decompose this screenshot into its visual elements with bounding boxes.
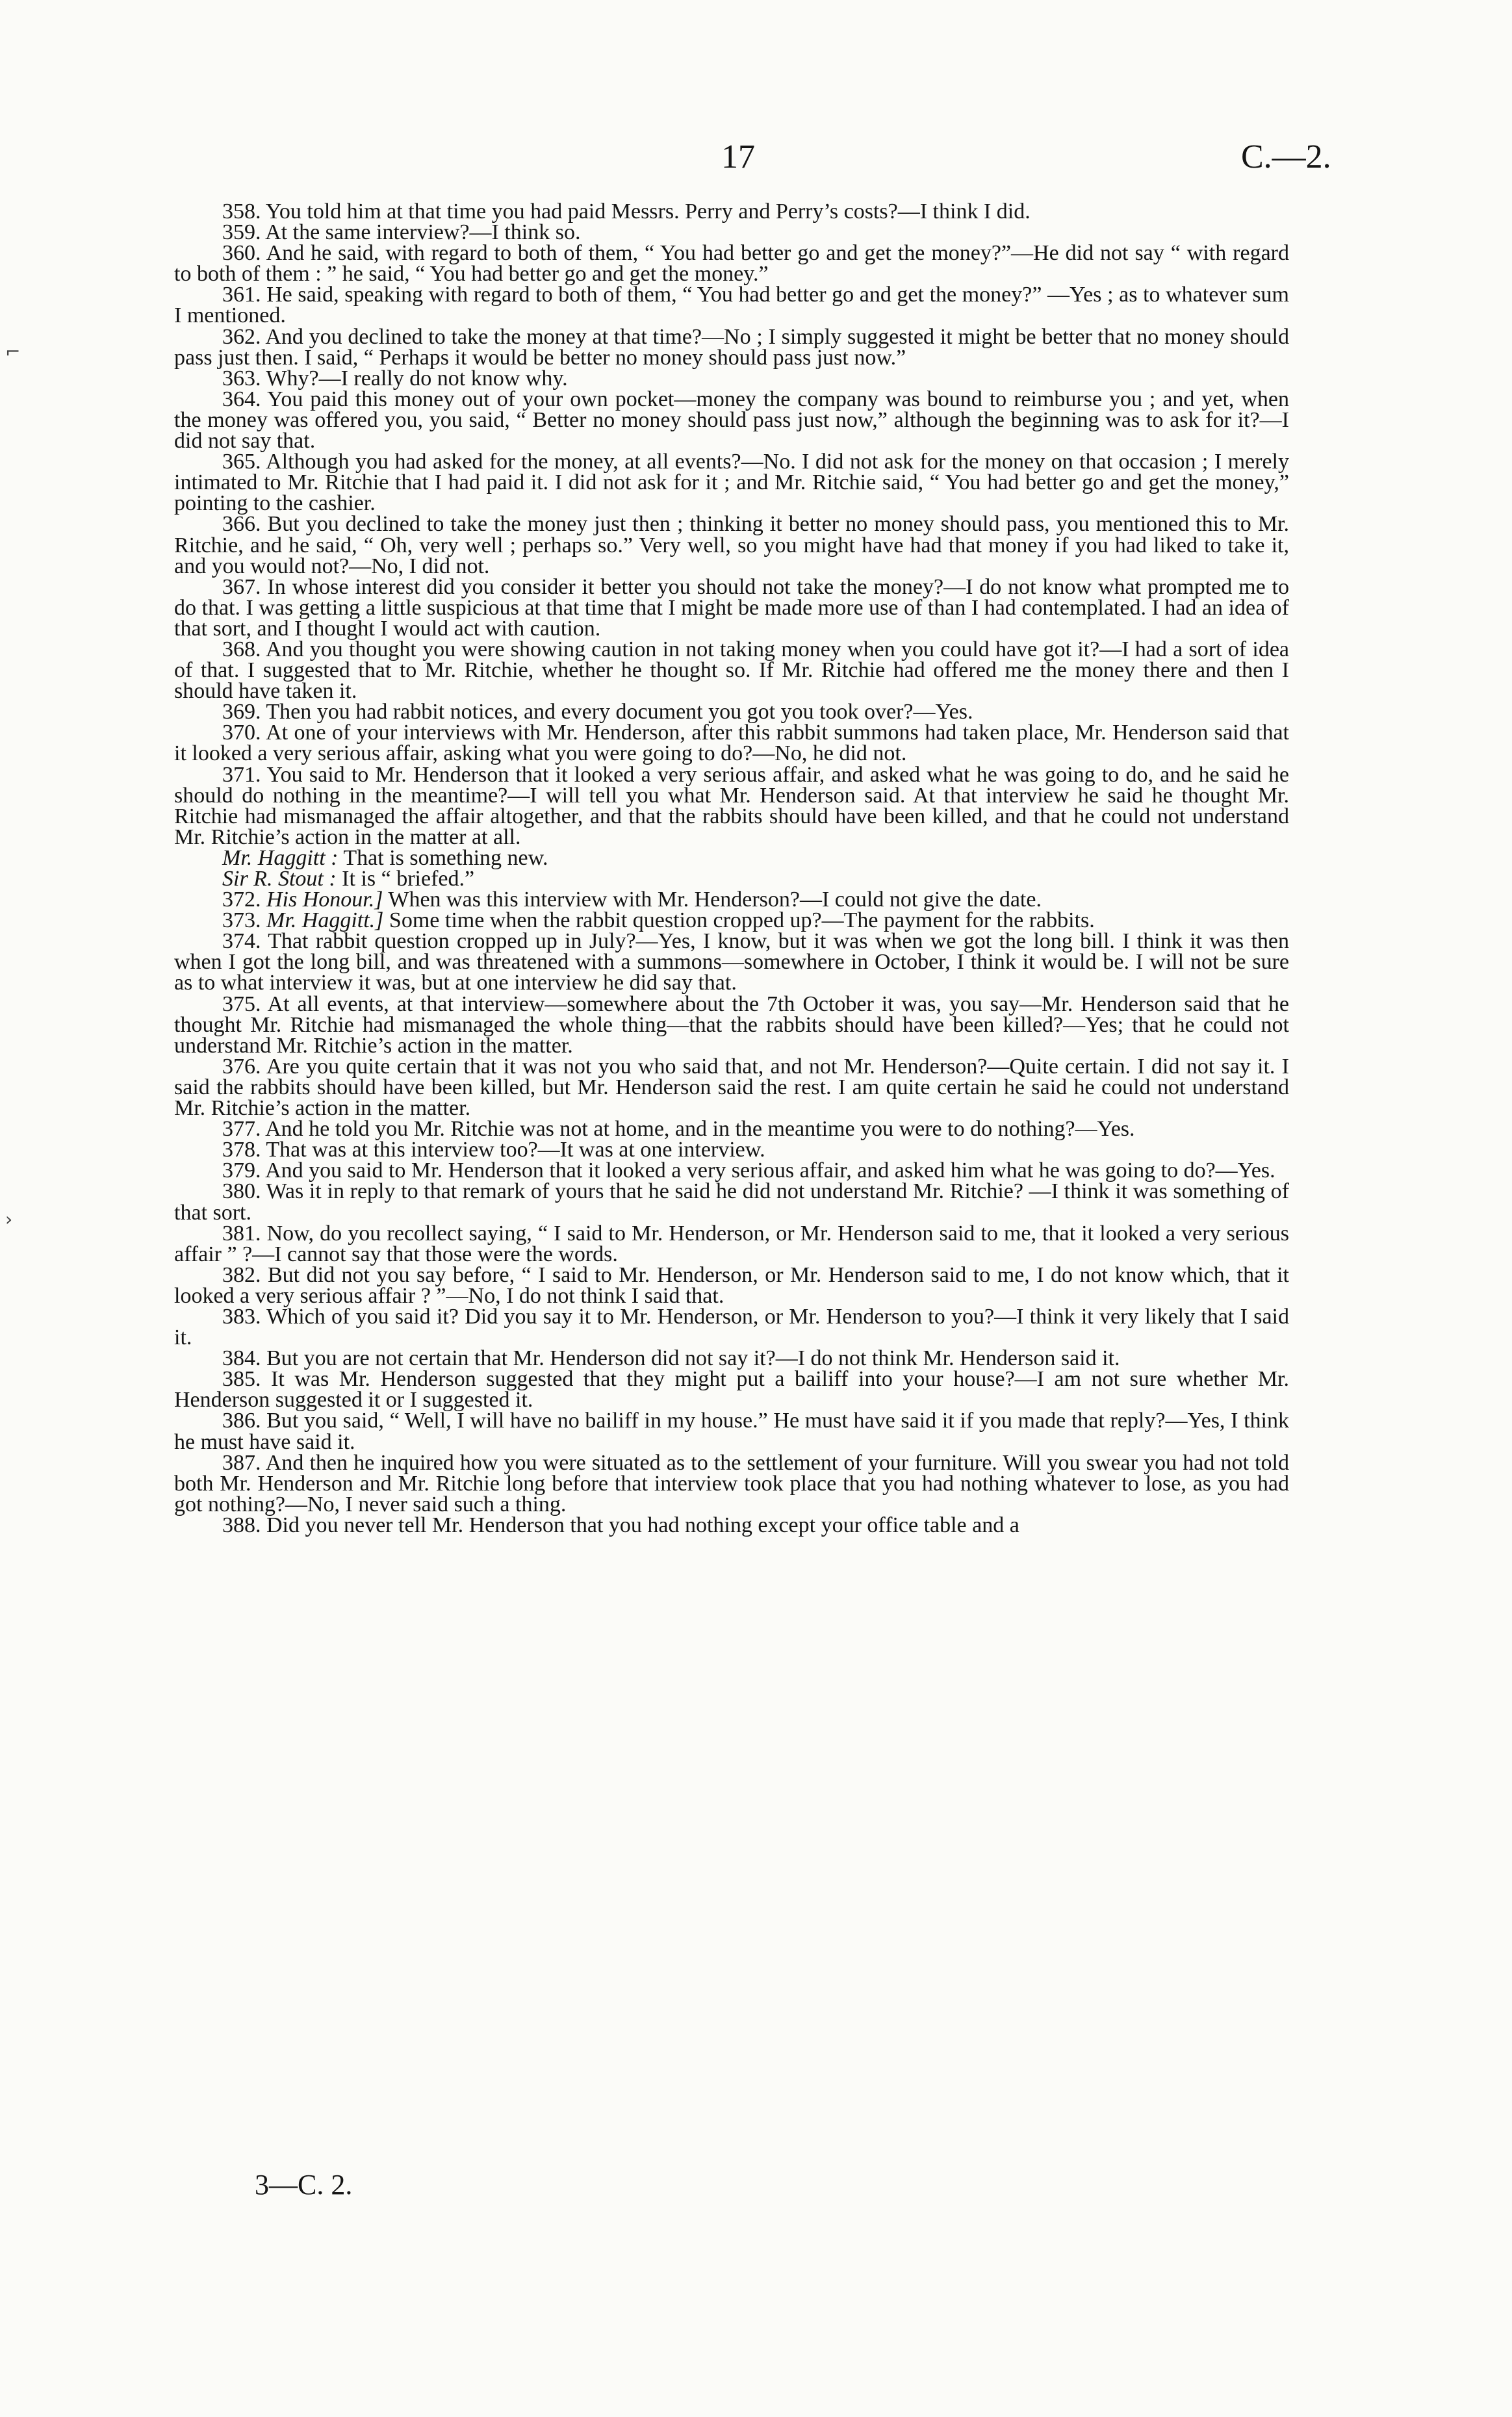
speaker-name: Mr. Haggitt.] bbox=[266, 908, 384, 933]
paragraph: 370. At one of your interviews with Mr. Henderson, after this rabbit summons had taken place, Mr. Henderson said that it looked a very serious affair, asking what you were going to do?—No, he did not. bbox=[174, 721, 1289, 766]
paragraph: 368. And you thought you were showing caution in not taking money when you could have got it?—I had a sort of idea of that. I suggested that to Mr. Ritchie, whether he thought so. If Mr. Ritchie had offered me the money there and then I should have taken it. bbox=[174, 637, 1289, 704]
paragraph: 375. At all events, at that interview—somewhere about the 7th October it was, you say—Mr. Henderson said that he thought Mr. Ritchie had mismanaged the whole thing—that the rabbits should have been killed?—Yes; that he could not understand Mr. Ritchie’s action in the matter. bbox=[174, 991, 1289, 1058]
paragraph bbox=[174, 910, 1289, 931]
dialogue-line bbox=[174, 845, 1289, 870]
margin-mark: ⌐ bbox=[5, 341, 21, 363]
speaker-name: Sir R. Stout : bbox=[222, 867, 337, 891]
paragraph-text: When was this interview with Mr. Henderson?—I could not give the date. bbox=[388, 888, 1042, 912]
paragraph: 366. But you declined to take the money just then ; thinking it better no money should pass, you mentioned this to Mr. Ritchie, and he said, “ Oh, very well ; perhaps so.” Very well, so you might have had that money if you had liked to take it, and you would not?—No, I did not. bbox=[174, 512, 1289, 578]
paragraph: 377. And he told you Mr. Ritchie was not at home, and in the meantime you were to do nothing?—Yes. bbox=[222, 1117, 1135, 1142]
paragraph: 364. You paid this money out of your own pocket—money the company was bound to reimburse you ; and yet, when the money was offered you, you said, “ Better no money should pass just now,” although the beginning was to ask for it?—I did not say that. bbox=[174, 387, 1289, 454]
paragraph: 387. And then he inquired how you were situated as to the settlement of your furniture. Will you swear you had not told both Mr. Henderson and Mr. Ritchie long before that interview took place that you had nothing whatever to lose, as you had got nothing?—No, I never said such a thing. bbox=[174, 1450, 1289, 1516]
paragraph: 382. But did not you say before, “ I said to Mr. Henderson, or Mr. Henderson said to me, I do not know which, that it looked a very serious affair ? ”—No, I do not think I said that. bbox=[174, 1262, 1289, 1308]
page-reference: C.—2. bbox=[1241, 138, 1331, 175]
paragraph: 379. And you said to Mr. Henderson that it looked a very serious affair, and asked him what he was going to do?—Yes. bbox=[222, 1158, 1275, 1183]
paragraph: 371. You said to Mr. Henderson that it looked a very serious affair, and asked what he was going to do, and he said he should do nothing in the meantime?—I will tell you what Mr. Henderson said. At that interview he said he thought Mr. Ritchie had mismanaged the affair altogether, and that the rabbits should have been killed, and that he could not understand Mr. Ritchie’s action in the matter at all. bbox=[174, 762, 1289, 849]
paragraph: 380. Was it in reply to that remark of yours that he said he did not understand Mr. Ritchie? —I think it was something of that sort. bbox=[174, 1179, 1289, 1225]
paragraph: 383. Which of you said it? Did you say it to Mr. Henderson, or Mr. Henderson to you?—I think it very likely that I said it. bbox=[174, 1304, 1289, 1350]
dialogue-text: That is something new. bbox=[343, 845, 548, 870]
paragraph: 362. And you declined to take the money at that time?—No ; I simply suggested it might be better that no money should pass just then. I said, “ Perhaps it would be better no money should pass just now.” bbox=[174, 324, 1289, 370]
paragraph: 367. In whose interest did you consider it better you should not take the money?—I do not know what prompted me to do that. I was getting a little suspicious at that time that I might be made more use of than I had contemplated. I had an idea of that sort, and I thought I would act with caution. bbox=[174, 574, 1289, 641]
paragraph: 385. It was Mr. Henderson suggested that they might put a bailiff into your house?—I am not sure whether Mr. Henderson suggested it or I suggested it. bbox=[174, 1367, 1289, 1413]
paragraph: 381. Now, do you recollect saying, “ I said to Mr. Henderson, or Mr. Henderson said to me, that it looked a very serious affair ” ?—I cannot say that those were the words. bbox=[174, 1221, 1289, 1266]
paragraph: 388. Did you never tell Mr. Henderson that you had nothing except your office table and a bbox=[222, 1513, 1019, 1537]
dialogue-line bbox=[174, 869, 1289, 889]
paragraph: 358. You told him at that time you had paid Messrs. Perry and Perry’s costs?—I think I did. bbox=[222, 199, 1031, 224]
paragraph: 365. Although you had asked for the money, at all events?—No. I did not ask for the money on that occasion ; I merely intimated to Mr. Ritchie that I had paid it. I did not ask for it ; and Mr. Ritchie said, “ You had better go and get the money,” pointing to the cashier. bbox=[174, 450, 1289, 516]
paragraph: 361. He said, speaking with regard to both of them, “ You had better go and get the money?” —Yes ; as to whatever sum I mentioned. bbox=[174, 283, 1289, 328]
paragraph: 374. That rabbit question cropped up in July?—Yes, I know, but it was when we got the long bill. I think it was then when I got the long bill, and was threatened with a summons—somewhere in October, I think it would be. I will not be sure as to what interview it was, but at one interview he did say that. bbox=[174, 929, 1289, 995]
dialogue-text: It is “ briefed.” bbox=[342, 867, 475, 891]
document-body bbox=[174, 201, 1289, 1536]
margin-mark: › bbox=[5, 1208, 13, 1230]
question-number: 373. bbox=[222, 908, 261, 933]
page-number: 17 bbox=[721, 138, 755, 175]
paragraph: 376. Are you quite certain that it was not you who said that, and not Mr. Henderson?—Quite certain. I did not say it. I said the rabbits should have been killed, but Mr. Henderson said the rest. I am quite certain he said he could not understand Mr. Ritchie’s action in the matter. bbox=[174, 1054, 1289, 1121]
paragraph: 360. And he said, with regard to both of them, “ You had better go and get the money?”—He did not say “ with regard to both of them : ” he said, “ You had better go and get the money.” bbox=[174, 241, 1289, 287]
signature-mark: 3—C. 2. bbox=[255, 2169, 353, 2201]
paragraph-text: Some time when the rabbit question cropped up?—The payment for the rabbits. bbox=[389, 908, 1095, 933]
paragraph: 363. Why?—I really do not know why. bbox=[222, 366, 568, 390]
paragraph: 359. At the same interview?—I think so. bbox=[222, 220, 581, 245]
paragraph: 384. But you are not certain that Mr. Henderson did not say it?—I do not think Mr. Henderson said it. bbox=[222, 1346, 1120, 1371]
speaker-name: His Honour.] bbox=[266, 888, 383, 912]
question-number: 372. bbox=[222, 888, 261, 912]
paragraph: 378. That was at this interview too?—It was at one interview. bbox=[222, 1138, 765, 1162]
speaker-name: Mr. Haggitt : bbox=[222, 845, 339, 870]
paragraph bbox=[174, 889, 1289, 910]
paragraph: 369. Then you had rabbit notices, and every document you got you took over?—Yes. bbox=[222, 700, 973, 724]
paragraph: 386. But you said, “ Well, I will have no bailiff in my house.” He must have said it if you made that reply?—Yes, I think he must have said it. bbox=[174, 1409, 1289, 1454]
